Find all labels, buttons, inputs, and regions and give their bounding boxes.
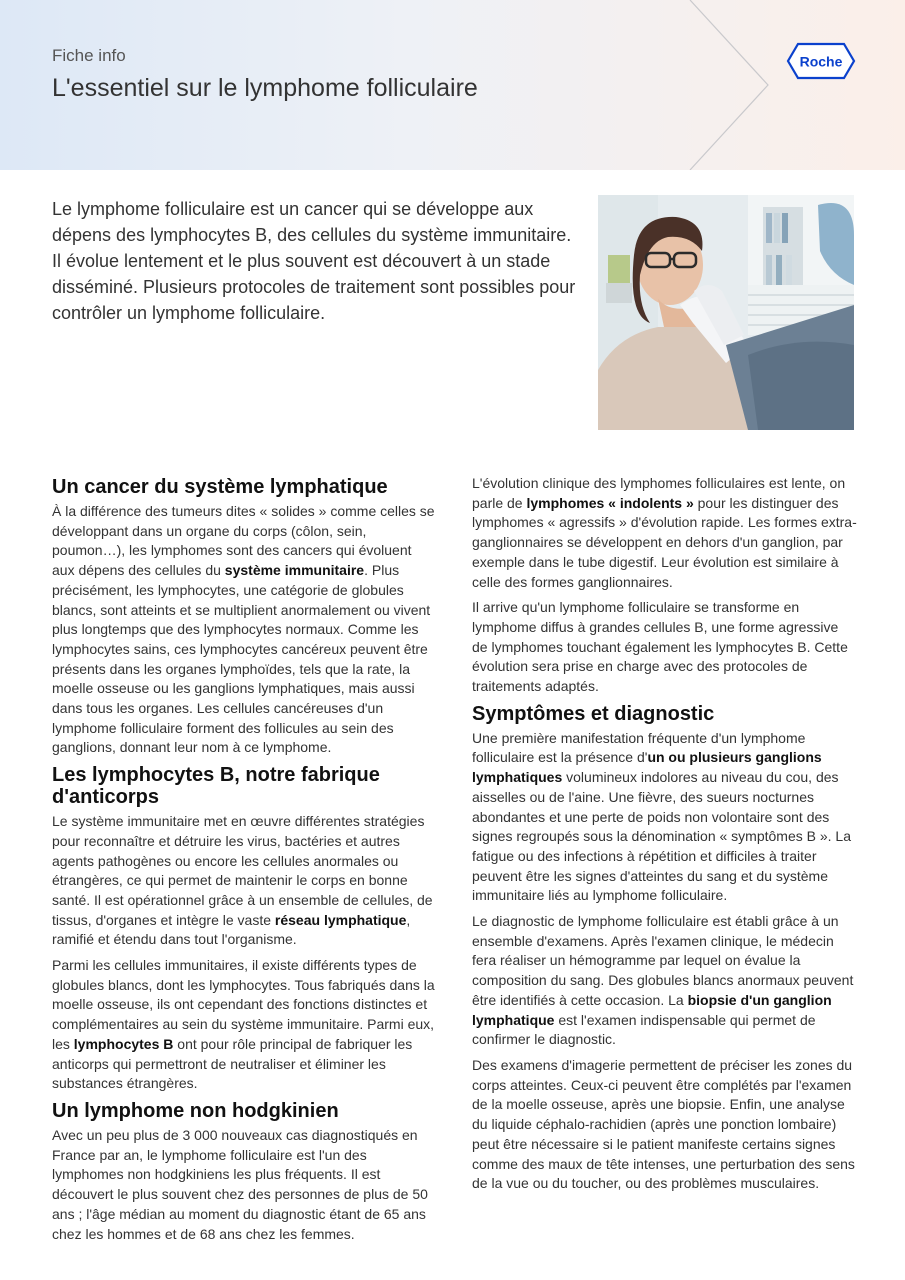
bold-term: système immunitaire <box>224 562 365 579</box>
left-column <box>52 474 437 1250</box>
section-paragraph: À la différence des tumeurs dites « solides » comme celles se développant dans un organe du corps (côlon, sein, poumon…), les lymphomes sont des cancers qui évoluent aux dépens des cellules du système immunitaire. Plus précisément, les lymphocytes, une catégorie de globules blancs, sont atteints et se multiplient anormalement ou vivent plus longtemps que des lymphocytes normaux. Comme les lymphocytes sains, ces lymphocytes cancéreux peuvent être présents dans les organes lymphoïdes, tels que la rate, la moelle osseuse ou les ganglions lymphatiques, mais aussi dans tous les organes. Les cellules cancéreuses d'un lymphome folliculaire forment des follicules au sein des ganglions, donnant leur nom à ce lymphome. <box>52 503 435 756</box>
doctor-examining-patient-photo <box>598 195 854 430</box>
section-paragraph: Il arrive qu'un lymphome folliculaire se transforme en lymphome diffus à grandes cellules B, une forme agressive de lymphomes touchant également les lymphocytes B. Cette évolution sera prise en charge avec des protocoles de traitements adaptés. <box>472 599 848 695</box>
bold-term: réseau lymphatique <box>274 911 407 928</box>
document-kicker: Fiche info <box>52 46 126 65</box>
right-column <box>472 474 857 1200</box>
section-heading: Un lymphome non hodgkinien <box>52 1099 339 1122</box>
intro-paragraph: Le lymphome folliculaire est un cancer qui se développe aux dépens des lymphocytes B, des cellules du système immunitaire. Il évolue lentement et le plus souvent est découvert à un stade disséminé. Plusieurs protocoles de traitement sont possibles pour contrôler un lymphome folliculaire. <box>52 199 576 323</box>
document-title: L'essentiel sur le lymphome folliculaire <box>52 74 478 102</box>
section-paragraph: L'évolution clinique des lymphomes folliculaires est lente, on parle de lymphomes « indolents » pour les distinguer des lymphomes « agressifs » d'évolution rapide. Les formes extra-ganglionnaires se développent en dehors d'un ganglion, par exemple dans le tube digestif. Leur évolution est similaire à celle des formes ganglionnaires. <box>472 475 857 590</box>
section-paragraph: Le système immunitaire met en œuvre différentes stratégies pour reconnaître et détruire les virus, bactéries et autres agents pathogènes ou encore les cellules anormales ou étrangères, ce qui permet de maintenir le corps en bonne santé. Il est opérationnel grâce à un ensemble de cellules, de tissus, d'organes et intègre le vaste réseau lymphatique, ramifié et étendu dans tout l'organisme. <box>52 813 433 948</box>
section-paragraph: Le diagnostic de lymphome folliculaire est établi grâce à un ensemble d'examens. Après l'examen clinique, le médecin fera réaliser un hémogramme par lequel on évalue la composition du sang. Des globules blancs anormaux peuvent être identifiés à cette occasion. La biopsie d'un ganglion lymphatique est l'examen indispensable qui permet de confirmer le diagnostic. <box>472 913 854 1048</box>
bold-term: un ou plusieurs ganglions lymphatiques <box>472 749 822 786</box>
section-heading: Les lymphocytes B, notre fabrique d'anticorps <box>52 764 380 809</box>
section-paragraph: Avec un peu plus de 3 000 nouveaux cas diagnostiqués en France par an, le lymphome folliculaire est l'un des lymphomes non hodgkiniens les plus fréquents. Il est découvert le plus souvent chez des personnes de plus de 50 ans ; l'âge médian au moment du diagnostic étant de 65 ans chez les hommes et de 68 ans chez les femmes. <box>52 1126 428 1242</box>
header-banner <box>0 0 905 170</box>
roche-logo-text: Roche <box>799 53 843 70</box>
section-heading: Symptômes et diagnostic <box>472 702 715 725</box>
bold-term: biopsie d'un ganglion lymphatique <box>472 991 832 1028</box>
section-paragraph: Une première manifestation fréquente d'un lymphome folliculaire est la présence d'un ou plusieurs ganglions lymphatiques volumineux indolores au niveau du cou, des aisselles ou de l'aine. Une fièvre, des sueurs nocturnes abondantes et une perte de poids non volontaire sont des signes regroupés sous la dénomination « symptômes B ». La fatigue ou des infections à répétition et difficiles à traiter peuvent être les signes d'atteintes du sang et du système immunitaire liés au lymphome folliculaire. <box>472 729 851 904</box>
section-paragraph: Des examens d'imagerie permettent de préciser les zones du corps atteintes. Ceux-ci peuvent être complétés par l'examen de la moelle osseuse, après une biopsie. Enfin, une analyse du liquide céphalo-rachidien (après une ponction lombaire) peut être nécessaire si le patient manifeste certains signes comme des maux de tête intenses, une perturbation des sens de la vue ou du toucher, ou des problèmes musculaires. <box>472 1056 855 1192</box>
section-paragraph: Parmi les cellules immunitaires, il existe différents types de globules blancs, dont les lymphocytes. Tous fabriqués dans la moelle osseuse, ils ont cependant des fonctions distinctes et complémentaires au sein du système immunitaire. Parmi eux, les lymphocytes B ont pour rôle principal de fabriquer les anticorps qui permettront de neutraliser et éliminer les substances étrangères. <box>52 957 435 1092</box>
roche-logo <box>786 42 856 80</box>
section-heading: Un cancer du système lymphatique <box>52 476 388 498</box>
bold-term: lymphomes « indolents » <box>526 494 694 511</box>
bold-term: lymphocytes B <box>73 1035 174 1052</box>
